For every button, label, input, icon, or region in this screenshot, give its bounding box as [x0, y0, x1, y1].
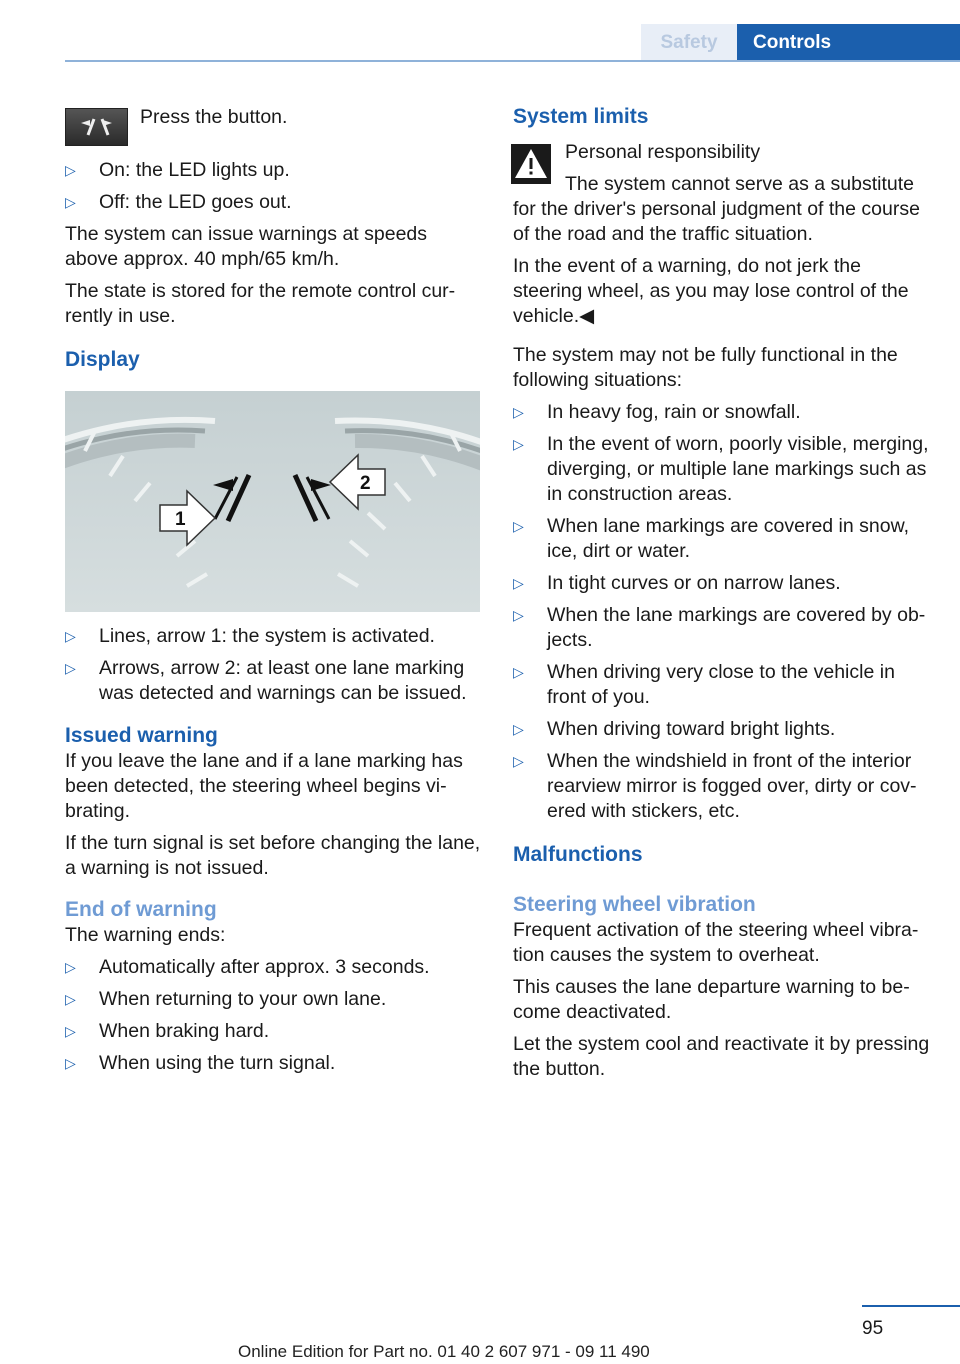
press-button-text: Press the button.	[140, 106, 288, 128]
list-item: ▷ When lane markings are covered in snow, ice, dirt or water.	[513, 515, 910, 562]
on-off-list	[65, 158, 483, 215]
list-item: ▷ When the lane markings are covered by ob‐jects.	[513, 604, 926, 651]
right-column	[513, 100, 931, 1089]
end-of-warning-heading: End of warning	[65, 898, 217, 921]
list-item: ▷ When driving very close to the vehicle in front of you.	[513, 661, 895, 708]
warning-paragraph: The system cannot serve as a substitute for the driver's personal judgment of the course of the road and the traffic situation.	[513, 173, 920, 245]
list-item: ▷ When returning to your own lane.	[65, 988, 387, 1010]
issued-paragraph-1: If you leave the lane and if a lane marking has been detected, the steering wheel begins vi‐brating.	[65, 750, 463, 822]
bullet-triangle-icon: ▷	[513, 664, 524, 680]
callout-1-label: 1	[175, 509, 186, 530]
bullet-triangle-icon: ▷	[513, 518, 524, 534]
list-item: ▷ Off: the LED goes out.	[65, 191, 292, 213]
display-figure	[65, 391, 480, 612]
list-item: ▷ Lines, arrow 1: the system is activated.	[65, 625, 435, 647]
system-limits-heading: System limits	[513, 105, 649, 128]
lane-departure-button-icon	[65, 108, 128, 146]
page-number: 95	[862, 1318, 884, 1339]
left-column	[65, 100, 483, 1083]
malfunctions-heading: Malfunctions	[513, 843, 643, 866]
limits-intro: The system may not be fully functional in the following situations:	[513, 344, 898, 391]
header-rule	[65, 60, 960, 62]
tab-safety[interactable]: Safety	[641, 24, 737, 61]
warning-paragraph-2: In the event of a warning, do not jerk the steering wheel, as you may lose control of the vehicle.◀	[513, 255, 909, 327]
bullet-triangle-icon: ▷	[513, 436, 524, 452]
warning-title: Personal responsibility	[565, 141, 761, 163]
steering-vibration-heading: Steering wheel vibration	[513, 893, 756, 916]
list-item: ▷ When driving toward bright lights.	[513, 718, 836, 740]
bullet-triangle-icon: ▷	[65, 660, 76, 676]
list-item: ▷ On: the LED lights up.	[65, 159, 290, 181]
list-item: ▷ In heavy fog, rain or snowfall.	[513, 401, 801, 423]
speeds-paragraph: The system can issue warnings at speeds above approx. 40 mph/65 km/h.	[65, 223, 428, 270]
button-instruction	[65, 100, 483, 158]
display-heading: Display	[65, 348, 140, 371]
bullet-triangle-icon: ▷	[65, 628, 76, 644]
list-item: ▷ Arrows, arrow 2: at least one lane marking was detected and warnings can be issued.	[65, 657, 467, 704]
limits-list	[513, 400, 931, 824]
list-item: ▷ In the event of worn, poorly visible, merging, diverging, or multiple lane markings such as in construction areas.	[513, 433, 929, 505]
bullet-triangle-icon: ▷	[65, 1055, 76, 1071]
tab-controls[interactable]: Controls	[737, 24, 960, 62]
bullet-triangle-icon: ▷	[65, 1023, 76, 1039]
bullet-triangle-icon: ▷	[513, 404, 524, 420]
list-item: ▷ In tight curves or on narrow lanes.	[513, 572, 841, 594]
list-item: ▷ When braking hard.	[65, 1020, 270, 1042]
edition-footer: Online Edition for Part no. 01 40 2 607 971 - 09 11 490	[238, 1342, 650, 1361]
footer-rule	[862, 1305, 960, 1307]
vibration-paragraph-3: Let the system cool and reactivate it by pressing the button.	[513, 1033, 930, 1080]
warning-triangle-icon	[511, 144, 551, 184]
bullet-triangle-icon: ▷	[513, 607, 524, 623]
display-list	[65, 624, 483, 706]
end-list	[65, 955, 483, 1076]
state-paragraph: The state is stored for the remote control cur‐rently in use.	[65, 280, 456, 327]
bullet-triangle-icon: ▷	[65, 959, 76, 975]
vibration-paragraph-2: This causes the lane departure warning to be‐come deactivated.	[513, 976, 910, 1023]
bullet-triangle-icon: ▷	[65, 194, 76, 210]
issued-paragraph-2: If the turn signal is set before changing the lane, a warning is not issued.	[65, 832, 481, 879]
instrument-cluster-image	[65, 391, 480, 612]
bullet-triangle-icon: ▷	[65, 991, 76, 1007]
bullet-triangle-icon: ▷	[513, 721, 524, 737]
list-item: ▷ When the windshield in front of the interior rearview mirror is fogged over, dirty or cov‐ered with stickers, etc.	[513, 750, 917, 822]
list-item: ▷ Automatically after approx. 3 seconds.	[65, 956, 430, 978]
issued-warning-heading: Issued warning	[65, 724, 218, 747]
callout-2-label: 2	[360, 473, 371, 494]
end-intro: The warning ends:	[65, 924, 226, 946]
bullet-triangle-icon: ▷	[65, 162, 76, 178]
vibration-paragraph-1: Frequent activation of the steering wheel vibra‐tion causes the system to overheat.	[513, 919, 919, 966]
warning-box	[513, 140, 931, 190]
bullet-triangle-icon: ▷	[513, 753, 524, 769]
list-item: ▷ When using the turn signal.	[65, 1052, 336, 1074]
bullet-triangle-icon: ▷	[513, 575, 524, 591]
